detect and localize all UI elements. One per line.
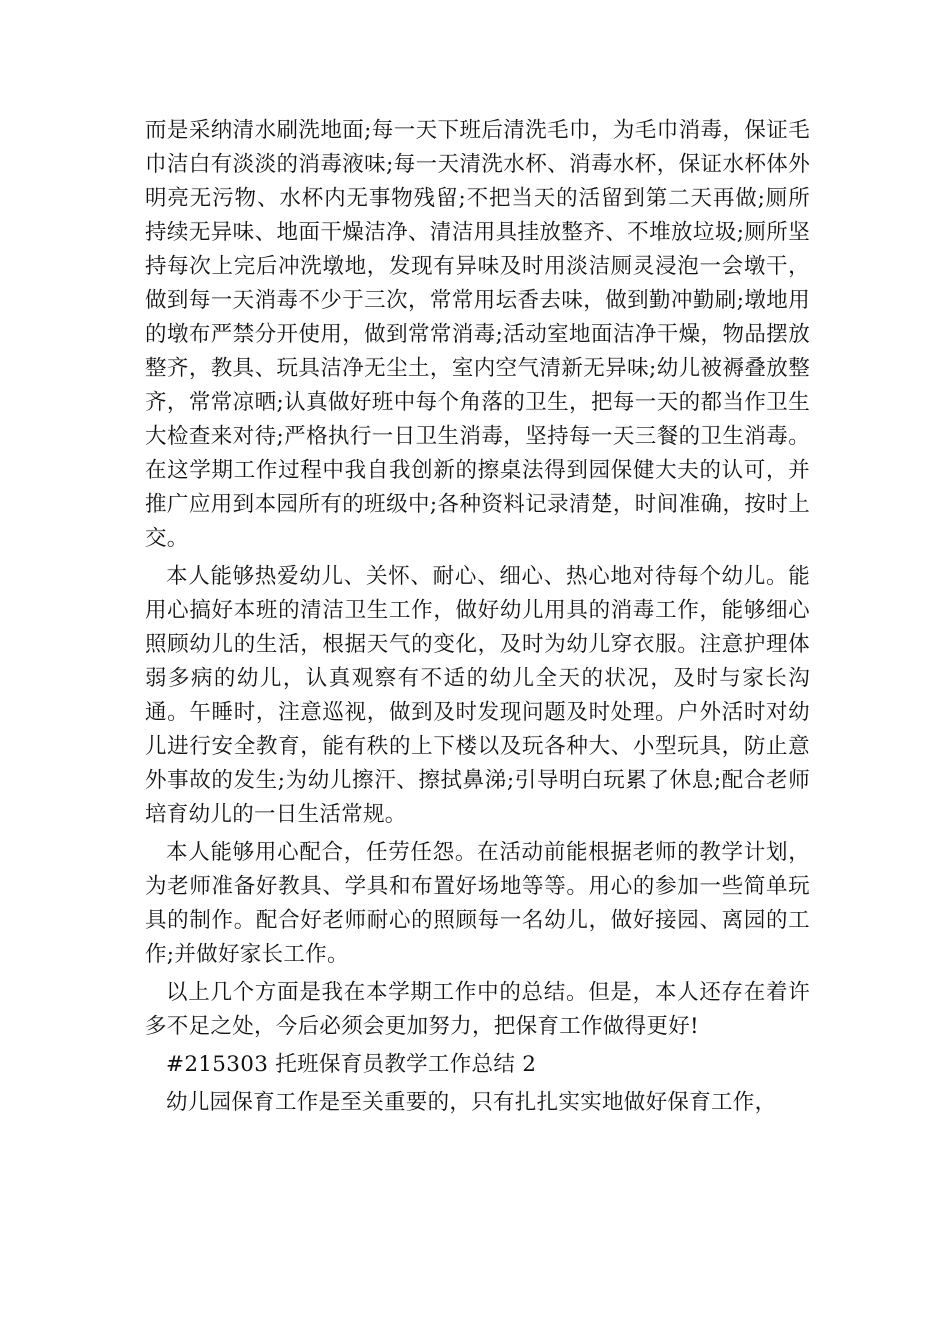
paragraph-intro: 幼儿园保育工作是至关重要的，只有扎扎实实地做好保育工作， bbox=[166, 1090, 777, 1115]
paragraph-summary: 以上几个方面是我在本学期工作中的总结。但是，本人还存在着许多不足之处，今后必须会更加努力，把保育工作做得更好! bbox=[145, 980, 810, 1039]
document-body bbox=[145, 114, 810, 1124]
section-heading: #215303 托班保育员教学工作总结 2 bbox=[166, 1052, 537, 1077]
paragraph-cleaning: 而是采纳清水刷洗地面;每一天下班后清洗毛巾，为毛巾消毒，保证毛巾洁白有淡淡的消毒液味;每一天清洗水杯、消毒水杯，保证水杯体外明亮无污物、水杯内无事物残留;不把当天的活留到第二天再做;厕所持续无异味、地面干燥洁净、清洁用具挂放整齐、不堆放垃圾;厕所坚持每次上完后冲洗墩地，发现有异味及时用淡洁厕灵浸泡一会墩干，做到每一天消毒不少于三次，常常用坛香去味，做到勤冲勤刷;墩地用的墩布严禁分开使用，做到常常消毒;活动室地面洁净干燥，物品摆放整齐，教具、玩具洁净无尘土，室内空气清新无异味;幼儿被褥叠放整齐，常常凉晒;认真做好班中每个角落的卫生，把每一天的都当作卫生大检查来对待;严格执行一日卫生消毒，坚持每一天三餐的卫生消毒。在这学期工作过程中我自我创新的擦桌法得到园保健大夫的认可，并推广应用到本园所有的班级中;各种资料记录清楚，时间准确，按时上交。 bbox=[145, 118, 810, 551]
paragraph-care: 本人能够热爱幼儿、关怀、耐心、细心、热心地对待每个幼儿。能用心搞好本班的清洁卫生工作，做好幼儿用具的消毒工作，能够细心照顾幼儿的生活，根据天气的变化，及时为幼儿穿衣服。注意护理体弱多病的幼儿，认真观察有不适的幼儿全天的状况，及时与家长沟通。午睡时，注意巡视，做到及时发现问题及时处理。户外活时对幼儿进行安全教育，能有秩的上下楼以及玩各种大、小型玩具，防止意外事故的发生;为幼儿擦汗、擦拭鼻涕;引导明白玩累了休息;配合老师培育幼儿的一日生活常规。 bbox=[145, 564, 810, 827]
paragraph-cooperation: 本人能够用心配合，任劳任怨。在活动前能根据老师的教学计划，为老师准备好教具、学具和布置好场地等等。用心的参加一些简单玩具的制作。配合好老师耐心的照顾每一名幼儿，做好接园、离园的工作;并做好家长工作。 bbox=[145, 840, 810, 967]
